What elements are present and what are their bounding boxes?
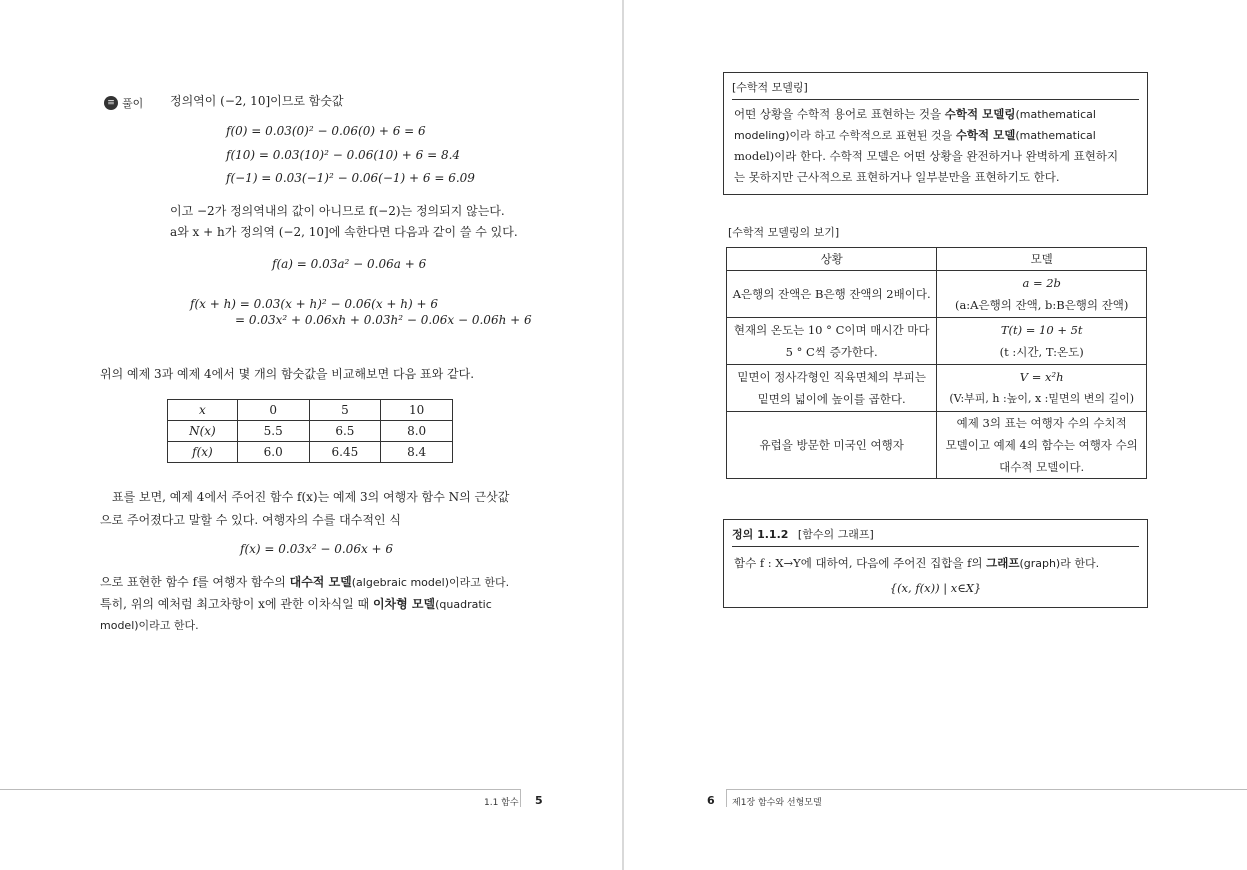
table-row [168,400,453,421]
term-graph: 그래프 [986,556,1020,570]
table-row [168,421,453,442]
footer-divider [726,789,727,807]
table-cell: V = x²h (V:부피, h :높이, x :밑면의 변의 길이) [937,365,1147,412]
modeling-examples-table [726,247,1147,479]
values-table [167,399,453,463]
table-cell: 6.0 [237,442,309,463]
footer-divider [520,789,521,807]
paragraph-algebraic-model: 으로 표현한 함수 f를 여행자 함수의 대수적 모델(algebraic model)이라고 한다. [100,575,510,589]
table-cell: x [168,400,238,421]
table-cell: 현재의 온도는 10 ° C이며 매시간 마다 5 ° C씩 증가한다. [727,318,937,365]
table-cell: f(x) [168,442,238,463]
paragraph-approx-line2: 으로 주어졌다고 말할 수 있다. 여행자의 수를 대수적인 식 [100,513,401,527]
right-page [624,0,1247,870]
table-header-situation: 상황 [727,248,937,271]
solution-intro: 정의역이 (−2, 10]이므로 함숫값 [170,94,344,108]
table-cell: N(x) [168,421,238,442]
table-cell: a = 2b (a:A은행의 잔액, b:B은행의 잔액) [937,271,1147,318]
table-cell: 예제 3의 표는 여행자 수의 수치적 모델이고 예제 4의 함수는 여행자 수의 대수적 모델이다. [937,412,1147,479]
table-cell: 5 [309,400,381,421]
table-row [727,412,1147,479]
table-row [727,318,1147,365]
paragraph-quadratic-model-end: model)이라고 한다. [100,619,199,632]
term-mathematical-modeling: 수학적 모델링 [944,107,1016,121]
equation-f0: f(0) = 0.03(0)² − 0.06(0) + 6 = 6 [226,124,426,138]
equation-fxh-line1: f(x + h) = 0.03(x + h)² − 0.06(x + h) + 6 [190,297,439,311]
page-number-right: 6 [707,794,715,807]
table-row [727,365,1147,412]
solution-header [104,92,143,111]
footer-chapter: 제1장 함수와 선형모델 [732,798,822,808]
table-header-model: 모델 [937,248,1147,271]
definition-body: 함수 f : X→Y에 대하여, 다음에 주어진 집합을 f의 그래프(graph)라 한다. {(x, f(x)) | x∈X} [724,547,1147,603]
examples-title: [수학적 모델링의 보기] [728,226,840,239]
page-number-left: 5 [535,794,543,807]
table-cell: 0 [237,400,309,421]
table-cell: 6.5 [309,421,381,442]
table-cell: 5.5 [237,421,309,442]
term-quadratic-model: 이차형 모델 [372,597,436,611]
table-cell: 8.4 [381,442,453,463]
equation-fx: f(x) = 0.03x² − 0.06x + 6 [240,542,394,556]
equation-f10: f(10) = 0.03(10)² − 0.06(10) + 6 = 8.4 [226,148,461,162]
modeling-box-body: 어떤 상황을 수학적 용어로 표현하는 것을 수학적 모델링(mathematical modeling)이라 하고 수학적으로 표현된 것을 수학적 모델(mathematical model)이라 한다. 수학적 모델은 어떤 상황을 완전하거나 완벽하게 표현하지 는 못하지만 근사적으로 표현하거나 일부분만을 표현하기도 한다. [734,107,1119,184]
footer-rule [0,789,520,790]
footer-rule [726,789,1247,790]
term-mathematical-model: 수학적 모델 [955,128,1016,142]
note-ax-h: a와 x + h가 정의역 (−2, 10]에 속한다면 다음과 같이 쓸 수 있다. [170,225,518,239]
equation-fa: f(a) = 0.03a² − 0.06a + 6 [272,257,427,271]
solution-label: 풀이 [122,97,144,110]
table-cell: 10 [381,400,453,421]
table-cell: A은행의 잔액은 B은행 잔액의 2배이다. [727,271,937,318]
table-row [727,271,1147,318]
graph-set: {(x, f(x)) | x∈X} [889,581,982,595]
term-algebraic-model: 대수적 모델 [289,575,352,589]
equation-fneg1: f(−1) = 0.03(−1)² − 0.06(−1) + 6 = 6.09 [226,171,475,185]
definition-box [723,519,1148,608]
left-page [0,0,622,870]
modeling-box [723,72,1148,195]
equation-fxh-line2: = 0.03x² + 0.06xh + 0.03h² − 0.06x − 0.06h + 6 [235,313,532,327]
footer-section: 1.1 함수 [484,798,519,808]
compare-text: 위의 예제 3과 예제 4에서 몇 개의 함숫값을 비교해보면 다음 표와 같다. [100,367,475,381]
note-domain: 이고 −2가 정의역내의 값이 아니므로 f(−2)는 정의되지 않는다. [170,204,505,218]
definition-box-title [724,520,1147,546]
table-cell: T(t) = 10 + 5t (t :시간, T:온도) [937,318,1147,365]
definition-label: 정의 1.1.2 [732,528,789,541]
table-cell: 밑면이 정사각형인 직육면체의 부피는 밑면의 넓이에 높이를 곱한다. [727,365,937,412]
table-cell: 8.0 [381,421,453,442]
modeling-box-title: [수학적 모델링] [732,81,808,94]
table-row [168,442,453,463]
solution-icon: ≡ [104,96,118,110]
paragraph-quadratic-model: 특히, 위의 예처럼 최고차항이 x에 관한 이차식일 때 이차형 모델(quadratic [100,597,492,611]
table-cell: 유럽을 방문한 미국인 여행자 [727,412,937,479]
paragraph-approx-line1: 표를 보면, 예제 4에서 주어진 함수 f(x)는 예제 3의 여행자 함수 N의 근삿값 [112,490,510,504]
table-row [727,248,1147,271]
table-cell: 6.45 [309,442,381,463]
definition-title: [함수의 그래프] [797,528,874,541]
